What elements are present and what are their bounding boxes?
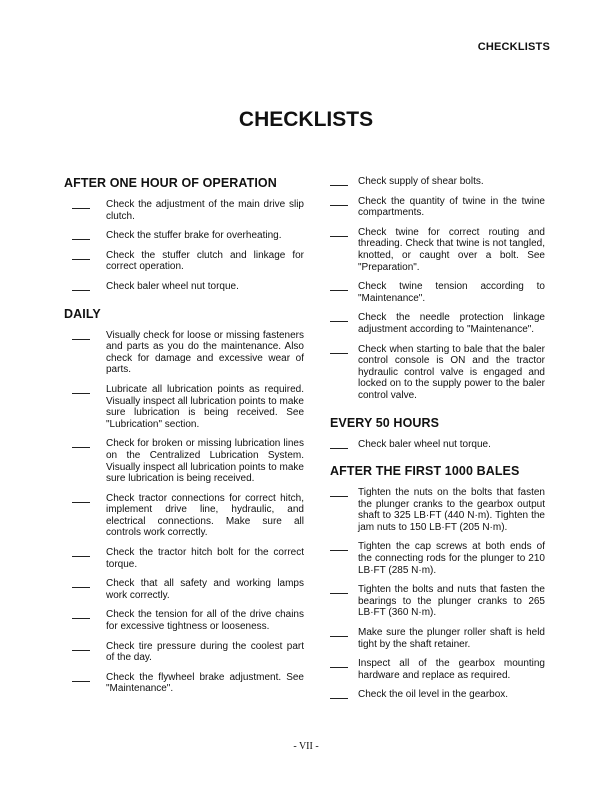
page-title: CHECKLISTS <box>238 108 374 131</box>
checklist-item-text: Check the adjustment of the main drive slip clutch. <box>106 199 304 222</box>
checklist-item <box>330 439 552 451</box>
checklist-item-text: Check baler wheel nut torque. <box>358 438 491 450</box>
checklist-item <box>330 487 552 533</box>
checkbox-blank[interactable] <box>72 547 90 557</box>
checkbox-blank[interactable] <box>330 541 348 551</box>
checklist-item-text: Check tractor connections for correct hitch, implement drive line, hydraulic, and electrical connections. Make sure all controls work correctly. <box>106 492 304 539</box>
checklist-item <box>72 250 304 273</box>
checkbox-blank[interactable] <box>72 641 90 651</box>
checklist-item <box>72 641 304 664</box>
checklist-item-text: Check when starting to bale that the baler control console is ON and the tractor hydraulic control valve is engaged and locked on to the supply power to the baler control valve. <box>358 343 545 401</box>
checkbox-blank[interactable] <box>330 627 348 637</box>
checkbox-blank[interactable] <box>330 344 348 354</box>
checkbox-blank[interactable] <box>330 312 348 322</box>
checklist-item-text: Check supply of shear bolts. <box>358 176 484 187</box>
checkbox-blank[interactable] <box>330 196 348 206</box>
checklist-item <box>330 176 552 188</box>
checklist-item-text: Tighten the bolts and nuts that fasten the bearings to the plunger cranks to 265 LB·FT (360 N·m). <box>358 584 545 619</box>
checklist-item-text: Check twine for correct routing and threading. Check that twine is not tangled, knotted, or caught over a bolt. See "Preparation". <box>358 226 545 273</box>
page-number: - VII - <box>293 741 319 752</box>
checklist-item-text: Inspect all of the gearbox mounting hardware and replace as required. <box>358 658 545 681</box>
checklist-item <box>72 384 304 430</box>
left-column <box>64 176 304 703</box>
section-heading-daily: DAILY <box>64 306 101 321</box>
checkbox-blank[interactable] <box>330 689 348 699</box>
checklist-item-text: Check that all safety and working lamps work correctly. <box>106 578 304 601</box>
checklist-item-text: Check for broken or missing lubrication lines on the Centralized Lubrication System. Visually inspect all lubrication points to make sure lubrication is being received. <box>106 438 304 485</box>
checklist-item-text: Tighten the cap screws at both ends of the connecting rods for the plunger to 210 LB·FT (285 N·m). <box>358 541 545 576</box>
checkbox-blank[interactable] <box>330 658 348 668</box>
checklist-item-text: Check the needle protection linkage adjustment according to "Maintenance". <box>358 312 545 335</box>
checklist-item <box>72 330 304 376</box>
checkbox-blank[interactable] <box>330 584 348 594</box>
right-column <box>330 176 552 709</box>
checklist-item-text: Tighten the nuts on the bolts that fasten the plunger cranks to the gearbox output shaft to 325 LB·FT (440 N·m). Tighten the jam nuts to 150 LB·FT (205 N·m). <box>358 487 545 533</box>
checkbox-blank[interactable] <box>72 199 90 209</box>
checklist-item <box>330 196 552 219</box>
checkbox-blank[interactable] <box>72 230 90 240</box>
checklist-item-text: Check tire pressure during the coolest part of the day. <box>106 640 304 664</box>
checkbox-blank[interactable] <box>72 384 90 394</box>
checklist-item-text: Check the tension for all of the drive chains for excessive tightness or looseness. <box>106 609 304 633</box>
running-header: CHECKLISTS <box>477 41 550 53</box>
checklist-item <box>330 689 552 701</box>
checkbox-blank[interactable] <box>330 176 348 186</box>
checklist-item <box>72 438 304 484</box>
checkbox-blank[interactable] <box>330 487 348 497</box>
checkbox-blank[interactable] <box>330 227 348 237</box>
checklist-item-text: Check the stuffer brake for overheating. <box>106 230 282 242</box>
checklist-item <box>72 281 304 293</box>
checklist-item <box>330 281 552 304</box>
checklist-item <box>72 609 304 632</box>
checkbox-blank[interactable] <box>330 439 348 449</box>
checklist-item <box>72 672 304 695</box>
checkbox-blank[interactable] <box>72 330 90 340</box>
checklist-item-text: Check twine tension according to "Maintenance". <box>358 281 545 304</box>
checklist-item <box>72 199 304 222</box>
checklist-item-text: Check the stuffer clutch and linkage for correct operation. <box>106 249 304 273</box>
checklist-item <box>330 312 552 335</box>
checkbox-blank[interactable] <box>72 609 90 619</box>
checklist-item <box>330 541 552 576</box>
checklist-item-text: Check the oil level in the gearbox. <box>358 689 509 701</box>
checkbox-blank[interactable] <box>72 281 90 291</box>
checklist-item-text: Make sure the plunger roller shaft is held tight by the shaft retainer. <box>358 627 545 650</box>
checklist-item-text: Visually check for loose or missing fasteners and parts as you do the maintenance. Also check for damage and excessive wear of parts. <box>106 329 304 376</box>
checklist-item-text: Check the flywheel brake adjustment. See "Maintenance". <box>106 671 304 695</box>
checkbox-blank[interactable] <box>72 672 90 682</box>
section-heading-after-one-hour: AFTER ONE HOUR OF OPERATION <box>64 176 277 190</box>
checkbox-blank[interactable] <box>72 250 90 260</box>
checklist-item <box>330 658 552 681</box>
checklist-item <box>72 547 304 570</box>
checklist-item-text: Lubricate all lubrication points as required. Visually inspect all lubrication points to make sure lubrication is being received. See "Lubrication" section. <box>106 383 304 430</box>
section-heading-every-50-hours: EVERY 50 HOURS <box>330 415 440 430</box>
checkbox-blank[interactable] <box>330 281 348 291</box>
checklist-item-text: Check the tractor hitch bolt for the correct torque. <box>106 547 304 570</box>
checklist-item <box>330 344 552 402</box>
checklist-item <box>72 578 304 601</box>
checklist-item <box>330 627 552 650</box>
checklist-item-text: Check the quantity of twine in the twine compartments. <box>358 195 545 219</box>
checkbox-blank[interactable] <box>72 578 90 588</box>
checklist-item-text: Check baler wheel nut torque. <box>106 280 239 292</box>
checklist-item <box>330 227 552 273</box>
section-heading-after-first-1000-bales: AFTER THE FIRST 1000 BALES <box>330 464 520 479</box>
checkbox-blank[interactable] <box>72 438 90 448</box>
checklist-item <box>330 584 552 619</box>
checkbox-blank[interactable] <box>72 493 90 503</box>
checklist-item <box>72 493 304 539</box>
checklist-item <box>72 230 304 242</box>
